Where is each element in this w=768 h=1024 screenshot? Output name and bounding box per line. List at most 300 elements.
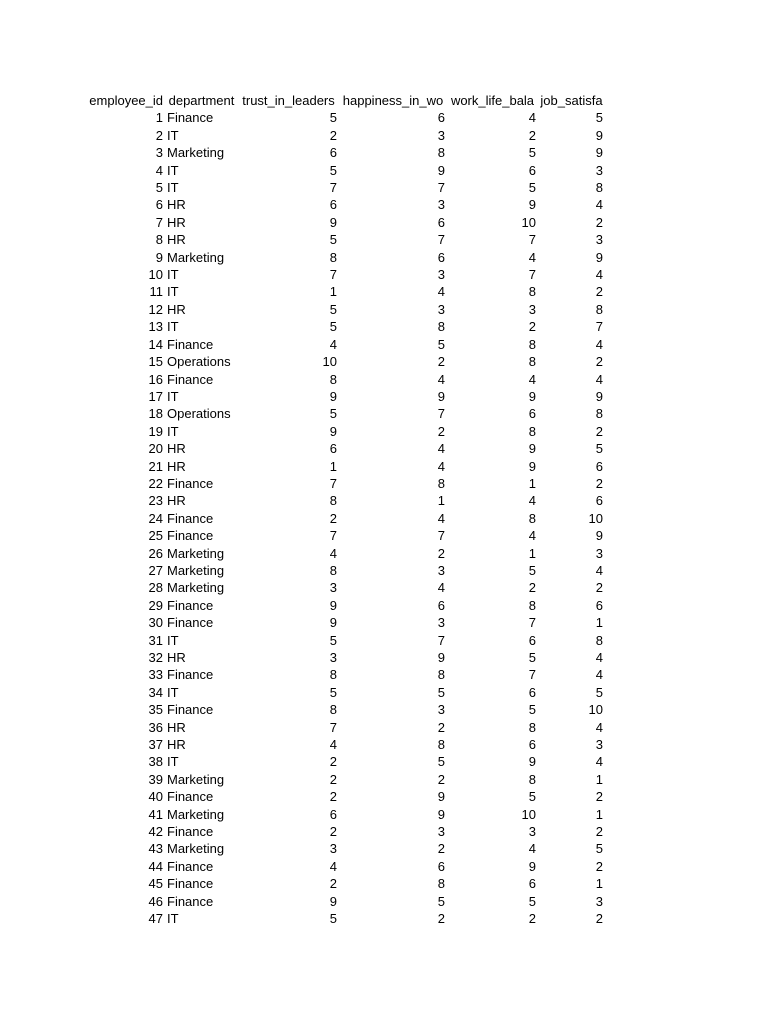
cell-employee-id: 18 xyxy=(148,406,163,422)
cell-employee-id: 19 xyxy=(148,423,163,439)
table-row xyxy=(62,127,605,144)
cell-trust-in-leaders: 8 xyxy=(329,562,337,578)
cell-work-life-balance: 5 xyxy=(528,650,536,665)
cell-trust-in-leaders: 3 xyxy=(329,580,337,596)
table-row xyxy=(62,144,605,161)
cell-happiness-in-work: 7 xyxy=(437,232,445,248)
cell-department: Finance xyxy=(167,336,214,352)
cell-department: Finance xyxy=(167,110,214,126)
cell-work-life-balance: 5 xyxy=(528,562,536,578)
cell-trust-in-leaders: 9 xyxy=(329,423,337,439)
cell-work-life-balance: 10 xyxy=(521,806,536,822)
cell-happiness-in-work: 9 xyxy=(437,789,445,805)
cell-happiness-in-work: 3 xyxy=(437,127,445,143)
cell-department: IT xyxy=(167,632,179,648)
cell-department: Marketing xyxy=(167,580,225,596)
cell-department: HR xyxy=(167,197,186,213)
cell-employee-id: 44 xyxy=(148,858,163,874)
cell-work-life-balance: 9 xyxy=(528,458,536,474)
table-row xyxy=(62,806,605,823)
cell-trust-in-leaders: 3 xyxy=(329,650,337,665)
cell-employee-id: 28 xyxy=(148,580,163,596)
cell-department: HR xyxy=(167,441,186,457)
cell-department: HR xyxy=(167,737,186,753)
cell-happiness-in-work: 3 xyxy=(437,824,445,840)
cell-trust-in-leaders: 8 xyxy=(329,249,337,265)
cell-trust-in-leaders: 9 xyxy=(329,615,337,631)
cell-job-satisfaction: 9 xyxy=(595,388,603,404)
cell-happiness-in-work: 6 xyxy=(437,249,445,265)
table-row xyxy=(62,840,605,857)
cell-department: Operations xyxy=(167,354,231,370)
cell-trust-in-leaders: 8 xyxy=(329,371,337,387)
cell-trust-in-leaders: 3 xyxy=(329,841,337,857)
cell-job-satisfaction: 2 xyxy=(595,214,603,230)
cell-job-satisfaction: 3 xyxy=(595,737,603,753)
table-row xyxy=(62,405,605,422)
cell-work-life-balance: 6 xyxy=(528,876,536,892)
cell-department: Marketing xyxy=(167,249,225,265)
table-row xyxy=(62,196,605,213)
cell-happiness-in-work: 9 xyxy=(437,388,445,404)
cell-work-life-balance: 5 xyxy=(528,893,536,909)
cell-trust-in-leaders: 1 xyxy=(329,284,337,300)
cell-department: IT xyxy=(167,423,179,439)
table-row xyxy=(62,318,605,335)
cell-employee-id: 17 xyxy=(148,388,163,404)
cell-work-life-balance: 8 xyxy=(528,771,536,787)
cell-job-satisfaction: 3 xyxy=(595,162,603,178)
table-row xyxy=(62,458,605,475)
cell-trust-in-leaders: 4 xyxy=(329,336,337,352)
cell-trust-in-leaders: 5 xyxy=(329,162,337,178)
header-happiness-in-work: happiness_in_wo xyxy=(342,93,444,108)
cell-work-life-balance: 6 xyxy=(528,684,536,700)
cell-work-life-balance: 8 xyxy=(528,510,536,526)
cell-happiness-in-work: 1 xyxy=(437,493,445,509)
cell-employee-id: 11 xyxy=(149,284,163,300)
cell-work-life-balance: 9 xyxy=(528,858,536,874)
cell-job-satisfaction: 2 xyxy=(595,858,603,874)
cell-job-satisfaction: 4 xyxy=(595,667,603,683)
table-row xyxy=(62,649,605,666)
cell-employee-id: 29 xyxy=(148,597,163,613)
cell-department: Finance xyxy=(167,597,214,613)
cell-department: IT xyxy=(167,162,179,178)
cell-employee-id: 24 xyxy=(148,510,163,526)
cell-employee-id: 7 xyxy=(155,214,163,230)
cell-job-satisfaction: 1 xyxy=(595,806,603,822)
cell-work-life-balance: 2 xyxy=(528,127,536,143)
cell-department: Finance xyxy=(167,371,214,387)
cell-employee-id: 40 xyxy=(148,789,163,805)
header-row xyxy=(62,92,605,109)
cell-work-life-balance: 6 xyxy=(528,406,536,422)
cell-happiness-in-work: 3 xyxy=(437,702,445,718)
cell-employee-id: 10 xyxy=(148,267,163,283)
table-row xyxy=(62,162,605,179)
cell-department: HR xyxy=(167,493,186,509)
cell-happiness-in-work: 8 xyxy=(437,667,445,683)
cell-employee-id: 47 xyxy=(148,911,163,927)
cell-happiness-in-work: 4 xyxy=(437,580,445,596)
table-row xyxy=(62,736,605,753)
cell-happiness-in-work: 5 xyxy=(437,336,445,352)
table-row xyxy=(62,632,605,649)
cell-employee-id: 4 xyxy=(155,162,163,178)
cell-job-satisfaction: 5 xyxy=(595,841,603,857)
cell-trust-in-leaders: 4 xyxy=(329,858,337,874)
cell-happiness-in-work: 3 xyxy=(437,562,445,578)
cell-department: Finance xyxy=(167,858,214,874)
cell-department: Finance xyxy=(167,510,214,526)
cell-job-satisfaction: 9 xyxy=(595,528,603,544)
cell-department: Finance xyxy=(167,876,214,892)
cell-employee-id: 34 xyxy=(148,684,163,700)
table-row xyxy=(62,684,605,701)
cell-happiness-in-work: 4 xyxy=(437,284,445,300)
cell-job-satisfaction: 2 xyxy=(595,789,603,805)
cell-trust-in-leaders: 9 xyxy=(329,893,337,909)
cell-employee-id: 36 xyxy=(148,719,163,735)
cell-work-life-balance: 3 xyxy=(528,301,536,317)
cell-work-life-balance: 2 xyxy=(528,319,536,335)
cell-department: IT xyxy=(167,911,179,927)
table-row xyxy=(62,701,605,718)
cell-job-satisfaction: 2 xyxy=(595,284,603,300)
cell-employee-id: 21 xyxy=(148,458,163,474)
table-row xyxy=(62,823,605,840)
cell-work-life-balance: 2 xyxy=(528,580,536,596)
table-row xyxy=(62,614,605,631)
cell-trust-in-leaders: 10 xyxy=(322,354,337,370)
cell-job-satisfaction: 4 xyxy=(595,197,603,213)
table-row xyxy=(62,283,605,300)
cell-employee-id: 37 xyxy=(148,737,163,753)
cell-trust-in-leaders: 9 xyxy=(329,214,337,230)
cell-department: Operations xyxy=(167,406,231,422)
cell-employee-id: 25 xyxy=(148,528,163,544)
cell-happiness-in-work: 2 xyxy=(437,354,445,370)
cell-happiness-in-work: 8 xyxy=(437,737,445,753)
cell-work-life-balance: 9 xyxy=(528,388,536,404)
cell-happiness-in-work: 2 xyxy=(437,719,445,735)
cell-work-life-balance: 8 xyxy=(528,423,536,439)
cell-job-satisfaction: 2 xyxy=(595,580,603,596)
cell-department: Marketing xyxy=(167,806,225,822)
cell-department: Marketing xyxy=(167,562,225,578)
cell-happiness-in-work: 8 xyxy=(437,475,445,491)
table-row xyxy=(62,597,605,614)
cell-happiness-in-work: 5 xyxy=(437,684,445,700)
cell-job-satisfaction: 1 xyxy=(595,615,603,631)
cell-employee-id: 22 xyxy=(148,475,163,491)
table-row xyxy=(62,719,605,736)
cell-work-life-balance: 7 xyxy=(528,267,536,283)
cell-work-life-balance: 2 xyxy=(528,911,536,927)
cell-job-satisfaction: 5 xyxy=(595,684,603,700)
cell-trust-in-leaders: 5 xyxy=(329,301,337,317)
cell-employee-id: 46 xyxy=(148,893,163,909)
cell-job-satisfaction: 6 xyxy=(595,458,603,474)
cell-work-life-balance: 4 xyxy=(528,528,536,544)
header-job-satisfaction: job_satisfa xyxy=(540,93,603,108)
cell-employee-id: 15 xyxy=(148,354,163,370)
cell-department: Marketing xyxy=(167,771,225,787)
cell-trust-in-leaders: 5 xyxy=(329,406,337,422)
cell-job-satisfaction: 2 xyxy=(595,423,603,439)
cell-happiness-in-work: 3 xyxy=(437,615,445,631)
cell-happiness-in-work: 6 xyxy=(437,858,445,874)
cell-employee-id: 39 xyxy=(148,771,163,787)
cell-trust-in-leaders: 5 xyxy=(329,632,337,648)
table-row xyxy=(62,771,605,788)
cell-job-satisfaction: 4 xyxy=(595,650,603,665)
cell-happiness-in-work: 4 xyxy=(437,510,445,526)
table-row xyxy=(62,353,605,370)
cell-department: IT xyxy=(167,319,179,335)
cell-work-life-balance: 9 xyxy=(528,197,536,213)
cell-employee-id: 31 xyxy=(148,632,163,648)
cell-job-satisfaction: 4 xyxy=(595,754,603,770)
cell-work-life-balance: 6 xyxy=(528,737,536,753)
cell-happiness-in-work: 7 xyxy=(437,632,445,648)
cell-happiness-in-work: 2 xyxy=(437,771,445,787)
cell-employee-id: 27 xyxy=(148,562,163,578)
cell-happiness-in-work: 8 xyxy=(437,319,445,335)
cell-employee-id: 1 xyxy=(155,110,163,126)
cell-work-life-balance: 6 xyxy=(528,162,536,178)
table-row xyxy=(62,753,605,770)
cell-department: IT xyxy=(167,754,179,770)
cell-happiness-in-work: 2 xyxy=(437,911,445,927)
cell-job-satisfaction: 3 xyxy=(595,893,603,909)
cell-happiness-in-work: 6 xyxy=(437,214,445,230)
cell-job-satisfaction: 2 xyxy=(595,475,603,491)
cell-work-life-balance: 7 xyxy=(528,615,536,631)
cell-work-life-balance: 4 xyxy=(528,249,536,265)
cell-happiness-in-work: 2 xyxy=(437,423,445,439)
table-row xyxy=(62,231,605,248)
cell-happiness-in-work: 7 xyxy=(437,180,445,196)
cell-employee-id: 26 xyxy=(148,545,163,561)
cell-employee-id: 45 xyxy=(148,876,163,892)
cell-work-life-balance: 9 xyxy=(528,441,536,457)
cell-department: HR xyxy=(167,650,186,665)
cell-trust-in-leaders: 6 xyxy=(329,806,337,822)
table-row xyxy=(62,371,605,388)
cell-employee-id: 23 xyxy=(148,493,163,509)
cell-happiness-in-work: 9 xyxy=(437,650,445,665)
cell-trust-in-leaders: 5 xyxy=(329,684,337,700)
cell-trust-in-leaders: 8 xyxy=(329,493,337,509)
cell-trust-in-leaders: 7 xyxy=(329,719,337,735)
header-department: department xyxy=(168,93,235,108)
table-row xyxy=(62,388,605,405)
cell-employee-id: 33 xyxy=(148,667,163,683)
cell-happiness-in-work: 7 xyxy=(437,406,445,422)
cell-job-satisfaction: 6 xyxy=(595,597,603,613)
cell-job-satisfaction: 5 xyxy=(595,110,603,126)
cell-trust-in-leaders: 8 xyxy=(329,667,337,683)
cell-work-life-balance: 4 xyxy=(528,493,536,509)
table-row xyxy=(62,666,605,683)
cell-happiness-in-work: 6 xyxy=(437,110,445,126)
cell-happiness-in-work: 6 xyxy=(437,597,445,613)
cell-job-satisfaction: 9 xyxy=(595,127,603,143)
cell-job-satisfaction: 4 xyxy=(595,267,603,283)
cell-department: Finance xyxy=(167,528,214,544)
cell-job-satisfaction: 9 xyxy=(595,249,603,265)
cell-trust-in-leaders: 9 xyxy=(329,597,337,613)
cell-department: HR xyxy=(167,301,186,317)
cell-trust-in-leaders: 2 xyxy=(329,510,337,526)
cell-work-life-balance: 8 xyxy=(528,719,536,735)
table-row xyxy=(62,249,605,266)
cell-department: Marketing xyxy=(167,145,225,161)
cell-department: IT xyxy=(167,267,179,283)
header-employee-id: employee_id xyxy=(89,93,163,108)
cell-trust-in-leaders: 2 xyxy=(329,876,337,892)
cell-trust-in-leaders: 7 xyxy=(329,180,337,196)
cell-job-satisfaction: 2 xyxy=(595,824,603,840)
cell-employee-id: 3 xyxy=(155,145,163,161)
cell-job-satisfaction: 9 xyxy=(595,145,603,161)
cell-work-life-balance: 8 xyxy=(528,336,536,352)
cell-happiness-in-work: 2 xyxy=(437,545,445,561)
cell-job-satisfaction: 4 xyxy=(595,562,603,578)
cell-work-life-balance: 1 xyxy=(528,475,536,491)
cell-work-life-balance: 8 xyxy=(528,354,536,370)
cell-happiness-in-work: 3 xyxy=(437,197,445,213)
table-row xyxy=(62,527,605,544)
cell-trust-in-leaders: 2 xyxy=(329,771,337,787)
cell-job-satisfaction: 6 xyxy=(595,493,603,509)
cell-trust-in-leaders: 7 xyxy=(329,267,337,283)
cell-happiness-in-work: 4 xyxy=(437,458,445,474)
cell-job-satisfaction: 8 xyxy=(595,632,603,648)
cell-trust-in-leaders: 5 xyxy=(329,319,337,335)
cell-employee-id: 43 xyxy=(148,841,163,857)
cell-trust-in-leaders: 2 xyxy=(329,754,337,770)
cell-job-satisfaction: 1 xyxy=(595,771,603,787)
cell-happiness-in-work: 4 xyxy=(437,371,445,387)
cell-employee-id: 38 xyxy=(148,754,163,770)
cell-job-satisfaction: 3 xyxy=(595,545,603,561)
cell-department: Finance xyxy=(167,824,214,840)
cell-happiness-in-work: 5 xyxy=(437,893,445,909)
cell-work-life-balance: 5 xyxy=(528,789,536,805)
cell-department: Finance xyxy=(167,702,214,718)
cell-job-satisfaction: 4 xyxy=(595,719,603,735)
cell-work-life-balance: 10 xyxy=(521,214,536,230)
cell-work-life-balance: 8 xyxy=(528,284,536,300)
table-row xyxy=(62,579,605,596)
cell-job-satisfaction: 10 xyxy=(588,702,603,718)
table-row xyxy=(62,562,605,579)
cell-employee-id: 35 xyxy=(148,702,163,718)
cell-work-life-balance: 3 xyxy=(528,824,536,840)
cell-department: Marketing xyxy=(167,841,225,857)
data-table xyxy=(62,92,605,928)
table-row xyxy=(62,423,605,440)
cell-job-satisfaction: 1 xyxy=(595,876,603,892)
cell-happiness-in-work: 7 xyxy=(437,528,445,544)
cell-department: HR xyxy=(167,232,186,248)
table-row xyxy=(62,492,605,509)
cell-work-life-balance: 5 xyxy=(528,145,536,161)
cell-department: Finance xyxy=(167,667,214,683)
cell-employee-id: 9 xyxy=(155,249,163,265)
cell-trust-in-leaders: 9 xyxy=(329,388,337,404)
cell-trust-in-leaders: 2 xyxy=(329,127,337,143)
cell-trust-in-leaders: 6 xyxy=(329,441,337,457)
table-row xyxy=(62,266,605,283)
table-row xyxy=(62,214,605,231)
table-row xyxy=(62,440,605,457)
cell-trust-in-leaders: 5 xyxy=(329,232,337,248)
table-row xyxy=(62,336,605,353)
table-row xyxy=(62,545,605,562)
cell-happiness-in-work: 9 xyxy=(437,806,445,822)
table-row xyxy=(62,875,605,892)
cell-department: Marketing xyxy=(167,545,225,561)
cell-trust-in-leaders: 6 xyxy=(329,197,337,213)
cell-job-satisfaction: 8 xyxy=(595,301,603,317)
cell-employee-id: 5 xyxy=(155,180,163,196)
cell-job-satisfaction: 7 xyxy=(595,319,603,335)
cell-trust-in-leaders: 6 xyxy=(329,145,337,161)
cell-department: IT xyxy=(167,284,179,300)
cell-happiness-in-work: 9 xyxy=(437,162,445,178)
cell-department: HR xyxy=(167,214,186,230)
cell-happiness-in-work: 8 xyxy=(437,145,445,161)
table-row xyxy=(62,475,605,492)
cell-work-life-balance: 6 xyxy=(528,632,536,648)
cell-job-satisfaction: 2 xyxy=(595,354,603,370)
cell-work-life-balance: 4 xyxy=(528,841,536,857)
cell-employee-id: 2 xyxy=(155,127,163,143)
cell-trust-in-leaders: 5 xyxy=(329,110,337,126)
cell-trust-in-leaders: 2 xyxy=(329,789,337,805)
table-row xyxy=(62,858,605,875)
cell-department: Finance xyxy=(167,789,214,805)
cell-employee-id: 20 xyxy=(148,441,163,457)
cell-trust-in-leaders: 5 xyxy=(329,911,337,927)
cell-department: IT xyxy=(167,684,179,700)
cell-trust-in-leaders: 2 xyxy=(329,824,337,840)
cell-trust-in-leaders: 4 xyxy=(329,545,337,561)
cell-employee-id: 41 xyxy=(148,806,163,822)
cell-employee-id: 30 xyxy=(148,615,163,631)
cell-employee-id: 16 xyxy=(148,371,163,387)
table-row xyxy=(62,910,605,927)
cell-department: IT xyxy=(167,388,179,404)
cell-employee-id: 8 xyxy=(155,232,163,248)
cell-employee-id: 13 xyxy=(148,319,163,335)
cell-trust-in-leaders: 8 xyxy=(329,702,337,718)
cell-employee-id: 6 xyxy=(155,197,163,213)
table-row xyxy=(62,301,605,318)
cell-department: HR xyxy=(167,719,186,735)
cell-department: HR xyxy=(167,458,186,474)
cell-department: Finance xyxy=(167,615,214,631)
cell-employee-id: 14 xyxy=(148,336,163,352)
cell-work-life-balance: 8 xyxy=(528,597,536,613)
cell-trust-in-leaders: 4 xyxy=(329,737,337,753)
cell-work-life-balance: 4 xyxy=(528,110,536,126)
cell-job-satisfaction: 8 xyxy=(595,180,603,196)
